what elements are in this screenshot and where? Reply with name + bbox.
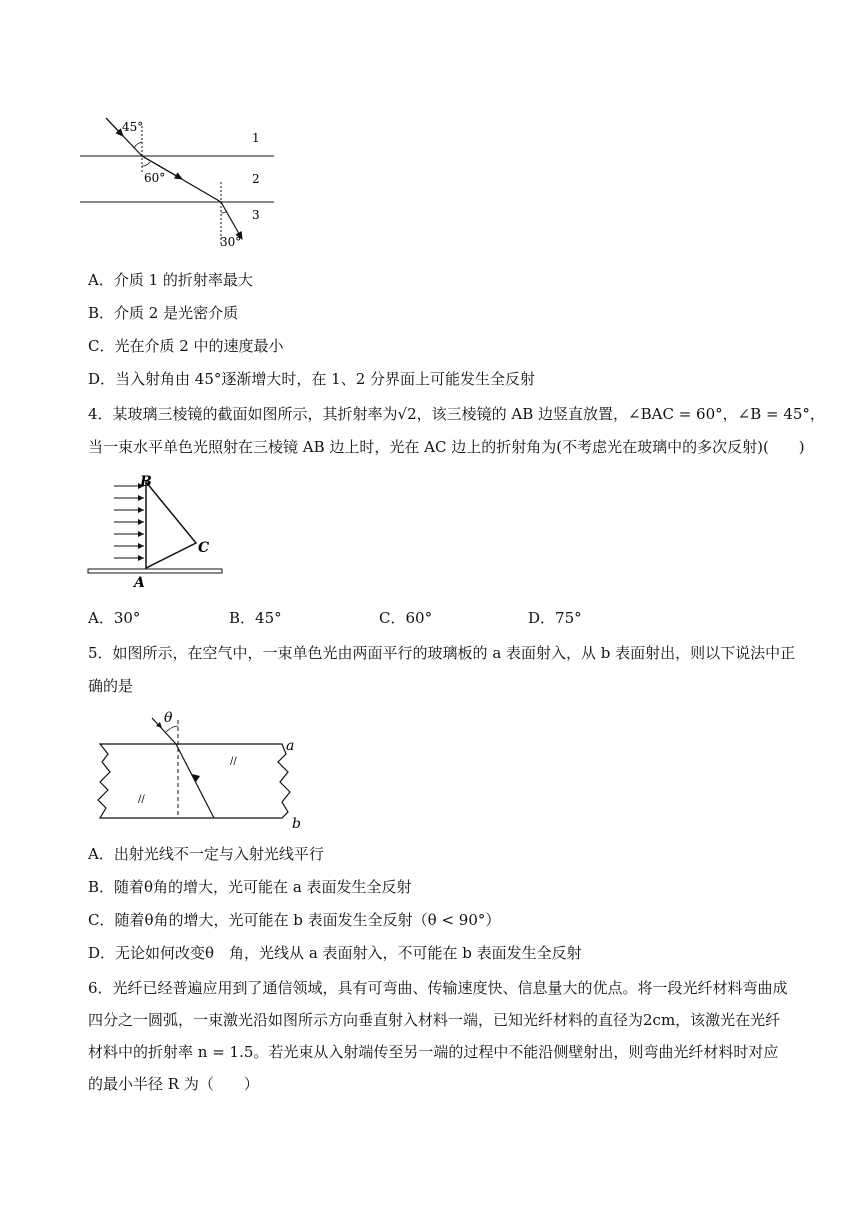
q5-option-c: C．随着θ角的增大，光可能在 b 表面发生全反射（θ < 90°） — [88, 911, 501, 929]
figure-three-media — [78, 112, 278, 254]
vertex-label-b: B — [140, 474, 152, 490]
prism-triangle — [146, 482, 196, 568]
q5-option-d: D．无论如何改变θ 角，光线从 a 表面射入，不可能在 b 表面发生全反射 — [88, 944, 582, 962]
q4-option-a: A．30° — [88, 609, 141, 627]
base-plate — [88, 569, 222, 573]
q4-option-d: D．75° — [528, 609, 582, 627]
surface-label-a: a — [286, 738, 295, 754]
medium-label-2: 2 — [252, 172, 260, 186]
q4-stem-line2: 当一束水平单色光照射在三棱镜 AB 边上时，光在 AC 边上的折射角为(不考虑光在玻璃中的多次反射)( ) — [88, 438, 805, 456]
angle-label-medium2: 60° — [144, 171, 166, 185]
angle-label-medium3: 30° — [220, 235, 242, 249]
q4-stem-line1: 4．某玻璃三棱镜的截面如图所示，其折射率为√2，该三棱镜的 AB 边竖直放置，∠BAC = 60°，∠B = 45°， — [88, 405, 825, 423]
incident-arrow — [106, 118, 123, 136]
q3-option-a: A．介质 1 的折射率最大 — [88, 271, 253, 289]
glass-plate-outline — [98, 744, 290, 818]
theta-label: θ — [164, 710, 173, 726]
hatch-mark-2: // — [138, 794, 145, 805]
vertex-label-a: A — [134, 575, 145, 591]
medium-label-3: 3 — [252, 208, 260, 222]
q3-option-b: B．介质 2 是光密介质 — [88, 304, 239, 322]
angle-label-incident: 45° — [122, 120, 144, 134]
angle-arc-3 — [221, 211, 227, 213]
refracted-ray — [176, 744, 214, 818]
angle-arc-1 — [134, 142, 142, 148]
q3-option-c: C．光在介质 2 中的速度最小 — [88, 337, 284, 355]
surface-label-b: b — [292, 816, 301, 832]
theta-arc — [166, 726, 178, 732]
figure-glass-plate — [96, 706, 316, 834]
vertex-label-c: C — [198, 540, 210, 556]
ray-medium-3 — [221, 202, 242, 239]
figure-prism — [84, 472, 234, 592]
angle-arc-2 — [142, 162, 150, 166]
q5-option-a: A．出射光线不一定与入射光线平行 — [88, 845, 324, 863]
medium-label-1: 1 — [252, 131, 260, 145]
q5-option-b: B．随着θ角的增大，光可能在 a 表面发生全反射 — [88, 878, 412, 896]
hatch-mark-1: // — [230, 756, 237, 767]
q3-option-d: D．当入射角由 45°逐渐增大时，在 1、2 分界面上可能发生全反射 — [88, 370, 536, 388]
q4-option-c: C．60° — [379, 609, 433, 627]
q6-stem: 6．光纤已经普遍应用到了通信领域，具有可弯曲、传输速度快、信息量大的优点。将一段光纤材料弯曲成四分之一圆弧，一束激光沿如图所示方向垂直射入材料一端，已知光纤材料的直径为2cm，该激光在光纤材料中的折射率 n = 1.5。若光束从入射端传至另一端的过程中不能沿侧壁射出，则弯曲光纤材料时对应的最小半径 R 为（ ） — [88, 979, 788, 1093]
q5-stem-line1: 5．如图所示，在空气中，一束单色光由两面平行的玻璃板的 a 表面射入，从 b 表面射出，则以下说法中正 — [88, 644, 796, 662]
q4-option-b: B．45° — [229, 609, 282, 627]
q5-stem-line2: 确的是 — [88, 677, 134, 695]
